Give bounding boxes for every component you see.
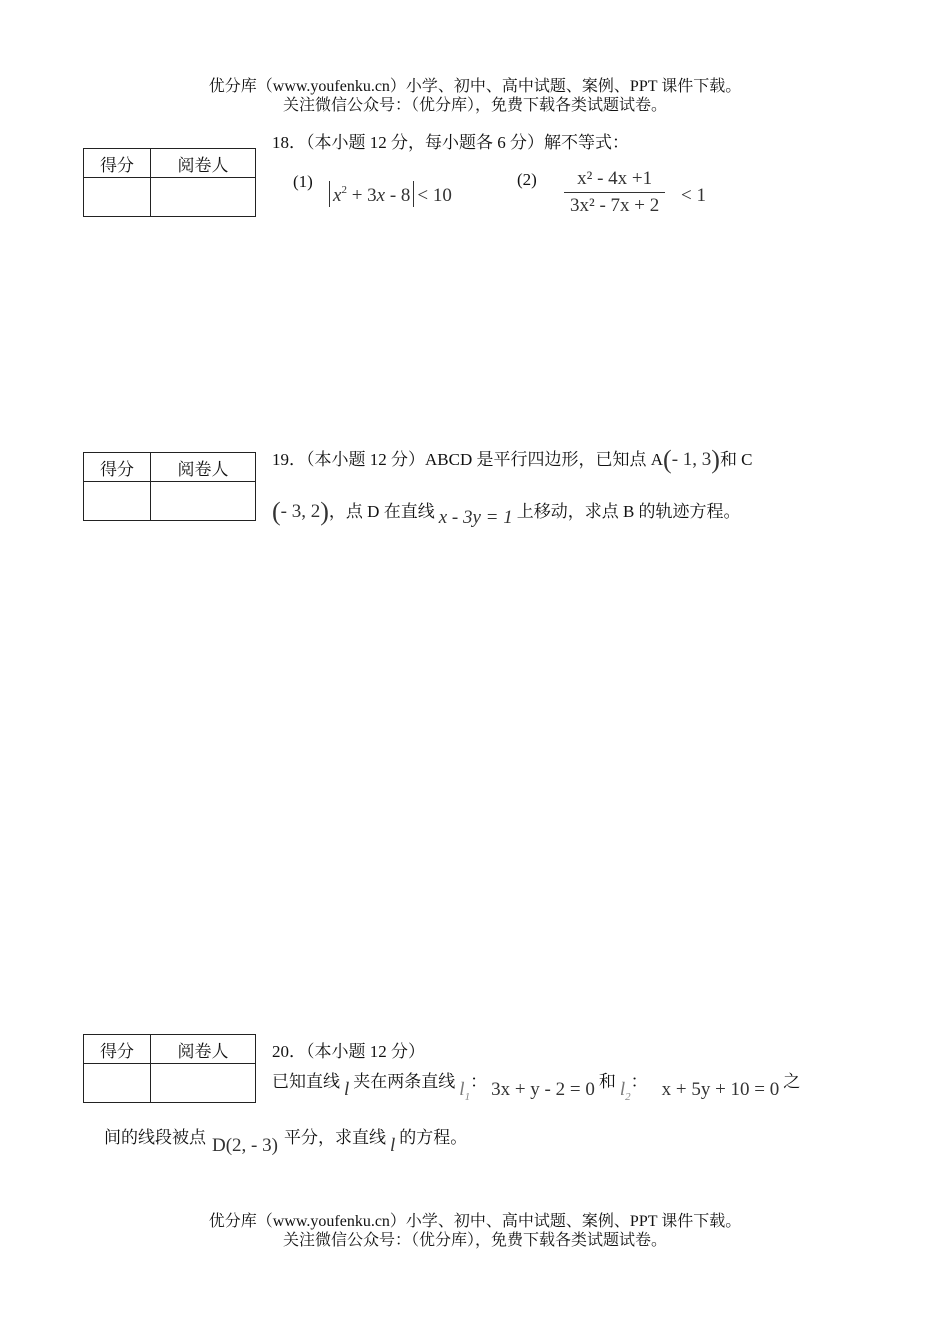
header-line-2: 关注微信公众号：（优分库），免费下载各类试题试卷。 xyxy=(282,97,667,114)
header-line-1: 优分库（www.youfenku.cn）小学、初中、高中试题、案例、PPT 课件下载。 xyxy=(208,78,742,95)
colon-1: ： xyxy=(470,1072,488,1091)
q18-part2-label: (2) xyxy=(517,170,537,189)
q18-part1-rhs: < 10 xyxy=(417,185,452,206)
grader-label: 阅卷人 xyxy=(151,453,256,482)
score-cell[interactable] xyxy=(84,482,151,521)
q19-text-2-tail: 上移动，求点 B 的轨迹方程。 xyxy=(516,502,741,521)
score-table-q19 xyxy=(83,452,256,521)
abs-bar-right xyxy=(413,181,414,207)
q20-text-b: 夹在两条直线 xyxy=(353,1072,456,1091)
fraction-denominator: 3x² - 7x + 2 xyxy=(570,195,660,216)
page-header xyxy=(0,77,950,115)
q20-line-1 xyxy=(272,1067,801,1103)
line-equation: x - 3y = 1 xyxy=(438,507,513,528)
point-a: (- 1, 3) xyxy=(663,445,720,474)
q19-text-tail: 和 C xyxy=(719,450,753,469)
footer-line-2: 关注微信公众号：（优分库），免费下载各类试题试卷。 xyxy=(282,1232,667,1249)
point-d: D(2, - 3) xyxy=(212,1135,278,1156)
fraction-numerator: x² - 4x +1 xyxy=(564,168,665,193)
line-l: l xyxy=(344,1079,350,1100)
q18-part1-label: (1) xyxy=(293,172,313,191)
q18-part2-rhs: < 1 xyxy=(681,185,706,206)
score-label: 得分 xyxy=(84,149,151,178)
score-label: 得分 xyxy=(84,453,151,482)
line-l-ref: l xyxy=(389,1135,396,1156)
line-l2: $l_2$ xyxy=(619,1079,631,1103)
q18-title: 18．（本小题 12 分，每小题各 6 分）解不等式： xyxy=(272,133,629,152)
colon-2: ： xyxy=(630,1072,648,1091)
point-c: (- 3, 2) xyxy=(272,497,329,526)
q20-title: 20．（本小题 12 分） xyxy=(272,1042,425,1061)
page-footer xyxy=(0,1212,950,1250)
line-l1: $l_1$ xyxy=(459,1079,471,1103)
grader-cell[interactable] xyxy=(151,482,256,521)
abs-bar-left xyxy=(329,181,330,207)
q18-part2-fraction xyxy=(564,168,665,217)
q19-text: 19．（本小题 12 分）ABCD 是平行四边形，已知点 A xyxy=(272,450,664,469)
equation-l2: x + 5y + 10 = 0 xyxy=(661,1079,780,1100)
score-table-q20 xyxy=(83,1034,256,1103)
grader-label: 阅卷人 xyxy=(151,1035,256,1064)
q20-text-a: 已知直线 xyxy=(272,1072,340,1091)
q20-text-e: 的方程。 xyxy=(399,1128,468,1147)
q20-line-end: 之 xyxy=(783,1072,801,1091)
q19-text-2: ，点 D 在直线 xyxy=(328,502,435,521)
footer-line-1: 优分库（www.youfenku.cn）小学、初中、高中试题、案例、PPT 课件下载。 xyxy=(208,1213,742,1230)
q19-line-1 xyxy=(272,445,753,475)
q18-part1-expression: $x^2 + 3x - 8 < 10$ xyxy=(326,181,452,207)
grader-cell[interactable] xyxy=(151,1064,256,1103)
q20-line-2 xyxy=(104,1123,468,1156)
score-label: 得分 xyxy=(84,1035,151,1064)
q19-line-2 xyxy=(272,497,741,527)
and-text: 和 xyxy=(598,1072,616,1091)
equation-l1: 3x + y - 2 = 0 xyxy=(491,1079,595,1100)
score-cell[interactable] xyxy=(84,178,151,217)
grader-label: 阅卷人 xyxy=(151,149,256,178)
q20-text-c: 间的线段被点 xyxy=(104,1128,206,1147)
q20-text-d: 平分，求直线 xyxy=(283,1128,386,1147)
score-cell[interactable] xyxy=(84,1064,151,1103)
grader-cell[interactable] xyxy=(151,178,256,217)
score-table-q18 xyxy=(83,148,256,217)
